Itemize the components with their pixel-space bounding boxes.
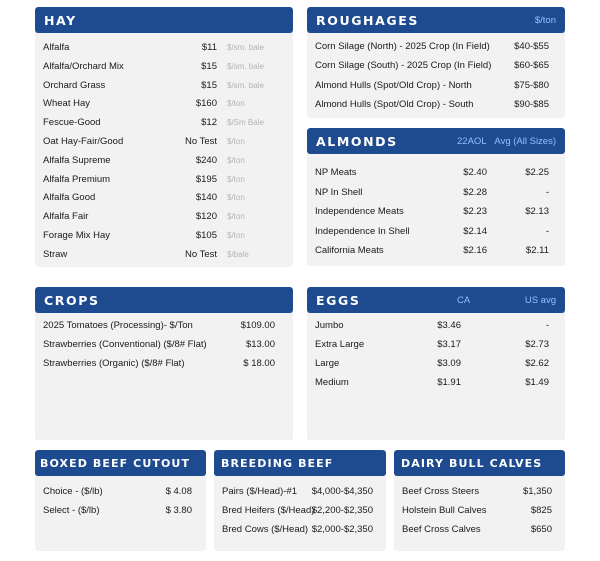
row-price: $105 — [195, 230, 217, 241]
table-row — [43, 229, 285, 243]
row-label: Beef Cross Calves — [402, 524, 481, 535]
table-row — [402, 504, 557, 518]
row-price: $75-$80 — [514, 79, 549, 91]
row-price: $825 — [530, 505, 552, 516]
row-price: $140 — [195, 192, 217, 204]
table-row — [43, 79, 285, 93]
row-label: Choice - ($/lb) — [43, 486, 103, 497]
row-unit: $/ton — [227, 137, 245, 146]
row-price: $13.00 — [245, 339, 275, 350]
row-label: 2025 Tomatoes (Processing)- $/Ton — [43, 320, 193, 331]
row-label: Large — [315, 358, 340, 369]
row-label: Alfalfa/Orchard Mix — [43, 60, 124, 72]
row-value-col1: $2.14 — [463, 225, 487, 237]
row-label: Pairs ($/Head)-#1 — [222, 486, 297, 497]
table-row — [315, 225, 557, 239]
crops-card — [35, 287, 293, 440]
almonds-title: ALMONDS — [316, 133, 398, 149]
roughages-card — [307, 7, 565, 118]
row-value-col1: $3.46 — [437, 320, 461, 331]
row-label: Almond Hulls (Spot/Old Crop) - North — [315, 79, 472, 91]
row-label: NP Meats — [315, 167, 357, 178]
eggs-header — [307, 287, 565, 313]
row-value-col1: $2.16 — [463, 245, 487, 256]
row-price: $40-$55 — [514, 41, 549, 52]
row-price: $120 — [195, 211, 217, 223]
table-row — [43, 210, 285, 224]
table-row — [222, 504, 378, 518]
dairy-bull-calves-card — [394, 450, 565, 551]
table-row — [43, 191, 285, 205]
row-price: $109.00 — [240, 320, 275, 331]
row-label: Independence In Shell — [315, 225, 410, 237]
row-label: California Meats — [315, 245, 384, 256]
table-row — [222, 485, 378, 499]
row-label: Straw — [43, 248, 68, 260]
row-price: $60-$65 — [514, 60, 549, 72]
almonds-card — [307, 128, 565, 266]
table-row — [43, 60, 285, 74]
row-value-col2: - — [545, 225, 549, 237]
row-label: Strawberries (Organic) ($/8# Flat) — [43, 358, 185, 369]
crops-header — [35, 287, 293, 313]
row-value-col1: $2.28 — [463, 186, 487, 198]
row-label: Forage Mix Hay — [43, 230, 111, 241]
row-price: $4,000-$4,350 — [311, 486, 373, 497]
hay-header — [35, 7, 293, 33]
table-row — [43, 338, 285, 352]
table-row — [315, 166, 557, 180]
row-price: $90-$85 — [514, 98, 549, 110]
row-label: Bred Heifers ($/Head) — [222, 505, 315, 516]
row-unit: $/ton — [227, 99, 245, 109]
row-price: $650 — [530, 524, 552, 535]
breeding-beef-header — [214, 450, 386, 476]
row-price: No Test — [184, 248, 217, 260]
row-price: $ 3.80 — [165, 505, 192, 516]
roughages-unit-note: $/ton — [534, 15, 556, 26]
row-value-col1: $2.23 — [463, 206, 487, 217]
row-value-col2: $1.49 — [525, 377, 549, 388]
table-row — [315, 98, 557, 112]
row-unit: $/ton — [227, 155, 245, 165]
table-row — [43, 97, 285, 111]
row-label: Alfalfa Fair — [43, 211, 89, 223]
table-row — [222, 523, 378, 537]
table-row — [315, 319, 557, 333]
table-row — [315, 79, 557, 93]
row-label: Alfalfa Supreme — [43, 154, 111, 166]
eggs-col-us-avg: US avg — [524, 295, 556, 306]
row-price: $15 — [201, 79, 217, 91]
row-value-col2: $2.13 — [525, 206, 549, 217]
eggs-title: EGGS — [316, 292, 361, 308]
row-price: $240 — [195, 154, 217, 166]
table-row — [315, 338, 557, 352]
row-label: Alfalfa Good — [43, 192, 96, 204]
row-price: $1,350 — [522, 486, 552, 497]
row-label: Orchard Grass — [43, 79, 106, 91]
crops-title: CROPS — [44, 292, 100, 308]
table-row — [43, 135, 285, 149]
table-row — [315, 59, 557, 73]
almonds-col-avg: Avg (All Sizes) — [494, 136, 556, 147]
eggs-card — [307, 287, 565, 440]
row-value-col1: $1.91 — [437, 377, 461, 388]
table-row — [43, 116, 285, 130]
row-label: Beef Cross Steers — [402, 486, 480, 497]
table-row — [315, 376, 557, 390]
table-row — [315, 205, 557, 219]
row-label: Oat Hay-Fair/Good — [43, 136, 124, 147]
table-row — [315, 40, 557, 54]
row-unit: $/ton — [227, 212, 245, 222]
hay-title: HAY — [44, 12, 77, 28]
eggs-col-ca: CA — [457, 295, 471, 306]
row-label: Corn Silage (North) - 2025 Crop (In Field) — [315, 41, 490, 52]
row-value-col2: $2.62 — [525, 358, 549, 369]
row-value-col2: - — [545, 186, 549, 198]
roughages-header — [307, 7, 565, 33]
row-unit: $/Sm Bale — [227, 118, 264, 128]
row-label: Bred Cows ($/Head) — [222, 524, 309, 535]
row-unit: $/sm. bale — [227, 61, 264, 71]
row-price: No Test — [184, 136, 217, 147]
table-row — [402, 485, 557, 499]
row-unit: $/ton — [227, 174, 245, 184]
table-row — [402, 523, 557, 537]
row-price: $2,000-$2,350 — [311, 524, 373, 535]
row-price: $ 4.08 — [165, 486, 192, 497]
row-label: Fescue-Good — [43, 117, 101, 129]
row-price: $160 — [195, 98, 217, 110]
row-value-col2: - — [545, 320, 549, 331]
row-label: NP In Shell — [315, 186, 363, 198]
dairy-bull-calves-title: DAIRY BULL CALVES — [401, 456, 543, 470]
row-label: Medium — [315, 377, 349, 388]
row-label: Alfalfa Premium — [43, 173, 111, 185]
table-row — [43, 319, 285, 333]
boxed-beef-header — [35, 450, 206, 476]
table-row — [315, 244, 557, 258]
row-value-col2: $2.73 — [525, 339, 549, 350]
table-row — [43, 357, 285, 371]
row-label: Corn Silage (South) - 2025 Crop (In Field) — [315, 60, 492, 72]
row-unit: $/ton — [227, 231, 245, 240]
row-price: $11 — [201, 42, 217, 53]
breeding-beef-title: BREEDING BEEF — [221, 456, 334, 470]
table-row — [43, 485, 198, 499]
row-unit: $/sm. bale — [227, 43, 264, 52]
boxed-beef-card — [35, 450, 206, 551]
hay-card — [35, 7, 293, 267]
row-unit: $/ton — [227, 193, 245, 203]
almonds-col-22aol: 22AOL — [457, 136, 487, 147]
row-label: Almond Hulls (Spot/Old Crop) - South — [315, 98, 474, 110]
table-row — [43, 154, 285, 168]
boxed-beef-title: BOXED BEEF CUTOUT — [40, 456, 191, 470]
breeding-beef-card — [214, 450, 386, 551]
table-row — [43, 173, 285, 187]
row-price: $12 — [201, 117, 217, 129]
table-row — [43, 41, 285, 55]
row-price: $195 — [195, 173, 217, 185]
row-value-col1: $3.09 — [437, 358, 461, 369]
row-label: Select - ($/lb) — [43, 505, 100, 516]
row-value-col2: $2.25 — [525, 167, 549, 178]
roughages-title: ROUGHAGES — [316, 12, 419, 28]
row-label: Independence Meats — [315, 206, 404, 217]
row-label: Extra Large — [315, 339, 365, 350]
row-label: Wheat Hay — [43, 98, 90, 110]
row-value-col1: $3.17 — [437, 339, 461, 350]
row-price: $ 18.00 — [243, 358, 275, 369]
row-unit: $/sm. bale — [227, 80, 264, 90]
table-row — [315, 357, 557, 371]
row-price: $2,200-$2,350 — [311, 505, 373, 516]
table-row — [315, 186, 557, 200]
row-value-col2: $2.11 — [525, 245, 549, 256]
row-label: Strawberries (Conventional) ($/8# Flat) — [43, 339, 207, 350]
row-label: Alfalfa — [43, 42, 70, 53]
table-row — [43, 504, 198, 518]
row-price: $15 — [201, 60, 217, 72]
almonds-header — [307, 128, 565, 154]
row-label: Jumbo — [315, 320, 344, 331]
table-row — [43, 248, 285, 262]
dairy-bull-calves-header — [394, 450, 565, 476]
row-unit: $/bale — [227, 249, 249, 259]
row-label: Holstein Bull Calves — [402, 505, 487, 516]
row-value-col1: $2.40 — [463, 167, 487, 178]
